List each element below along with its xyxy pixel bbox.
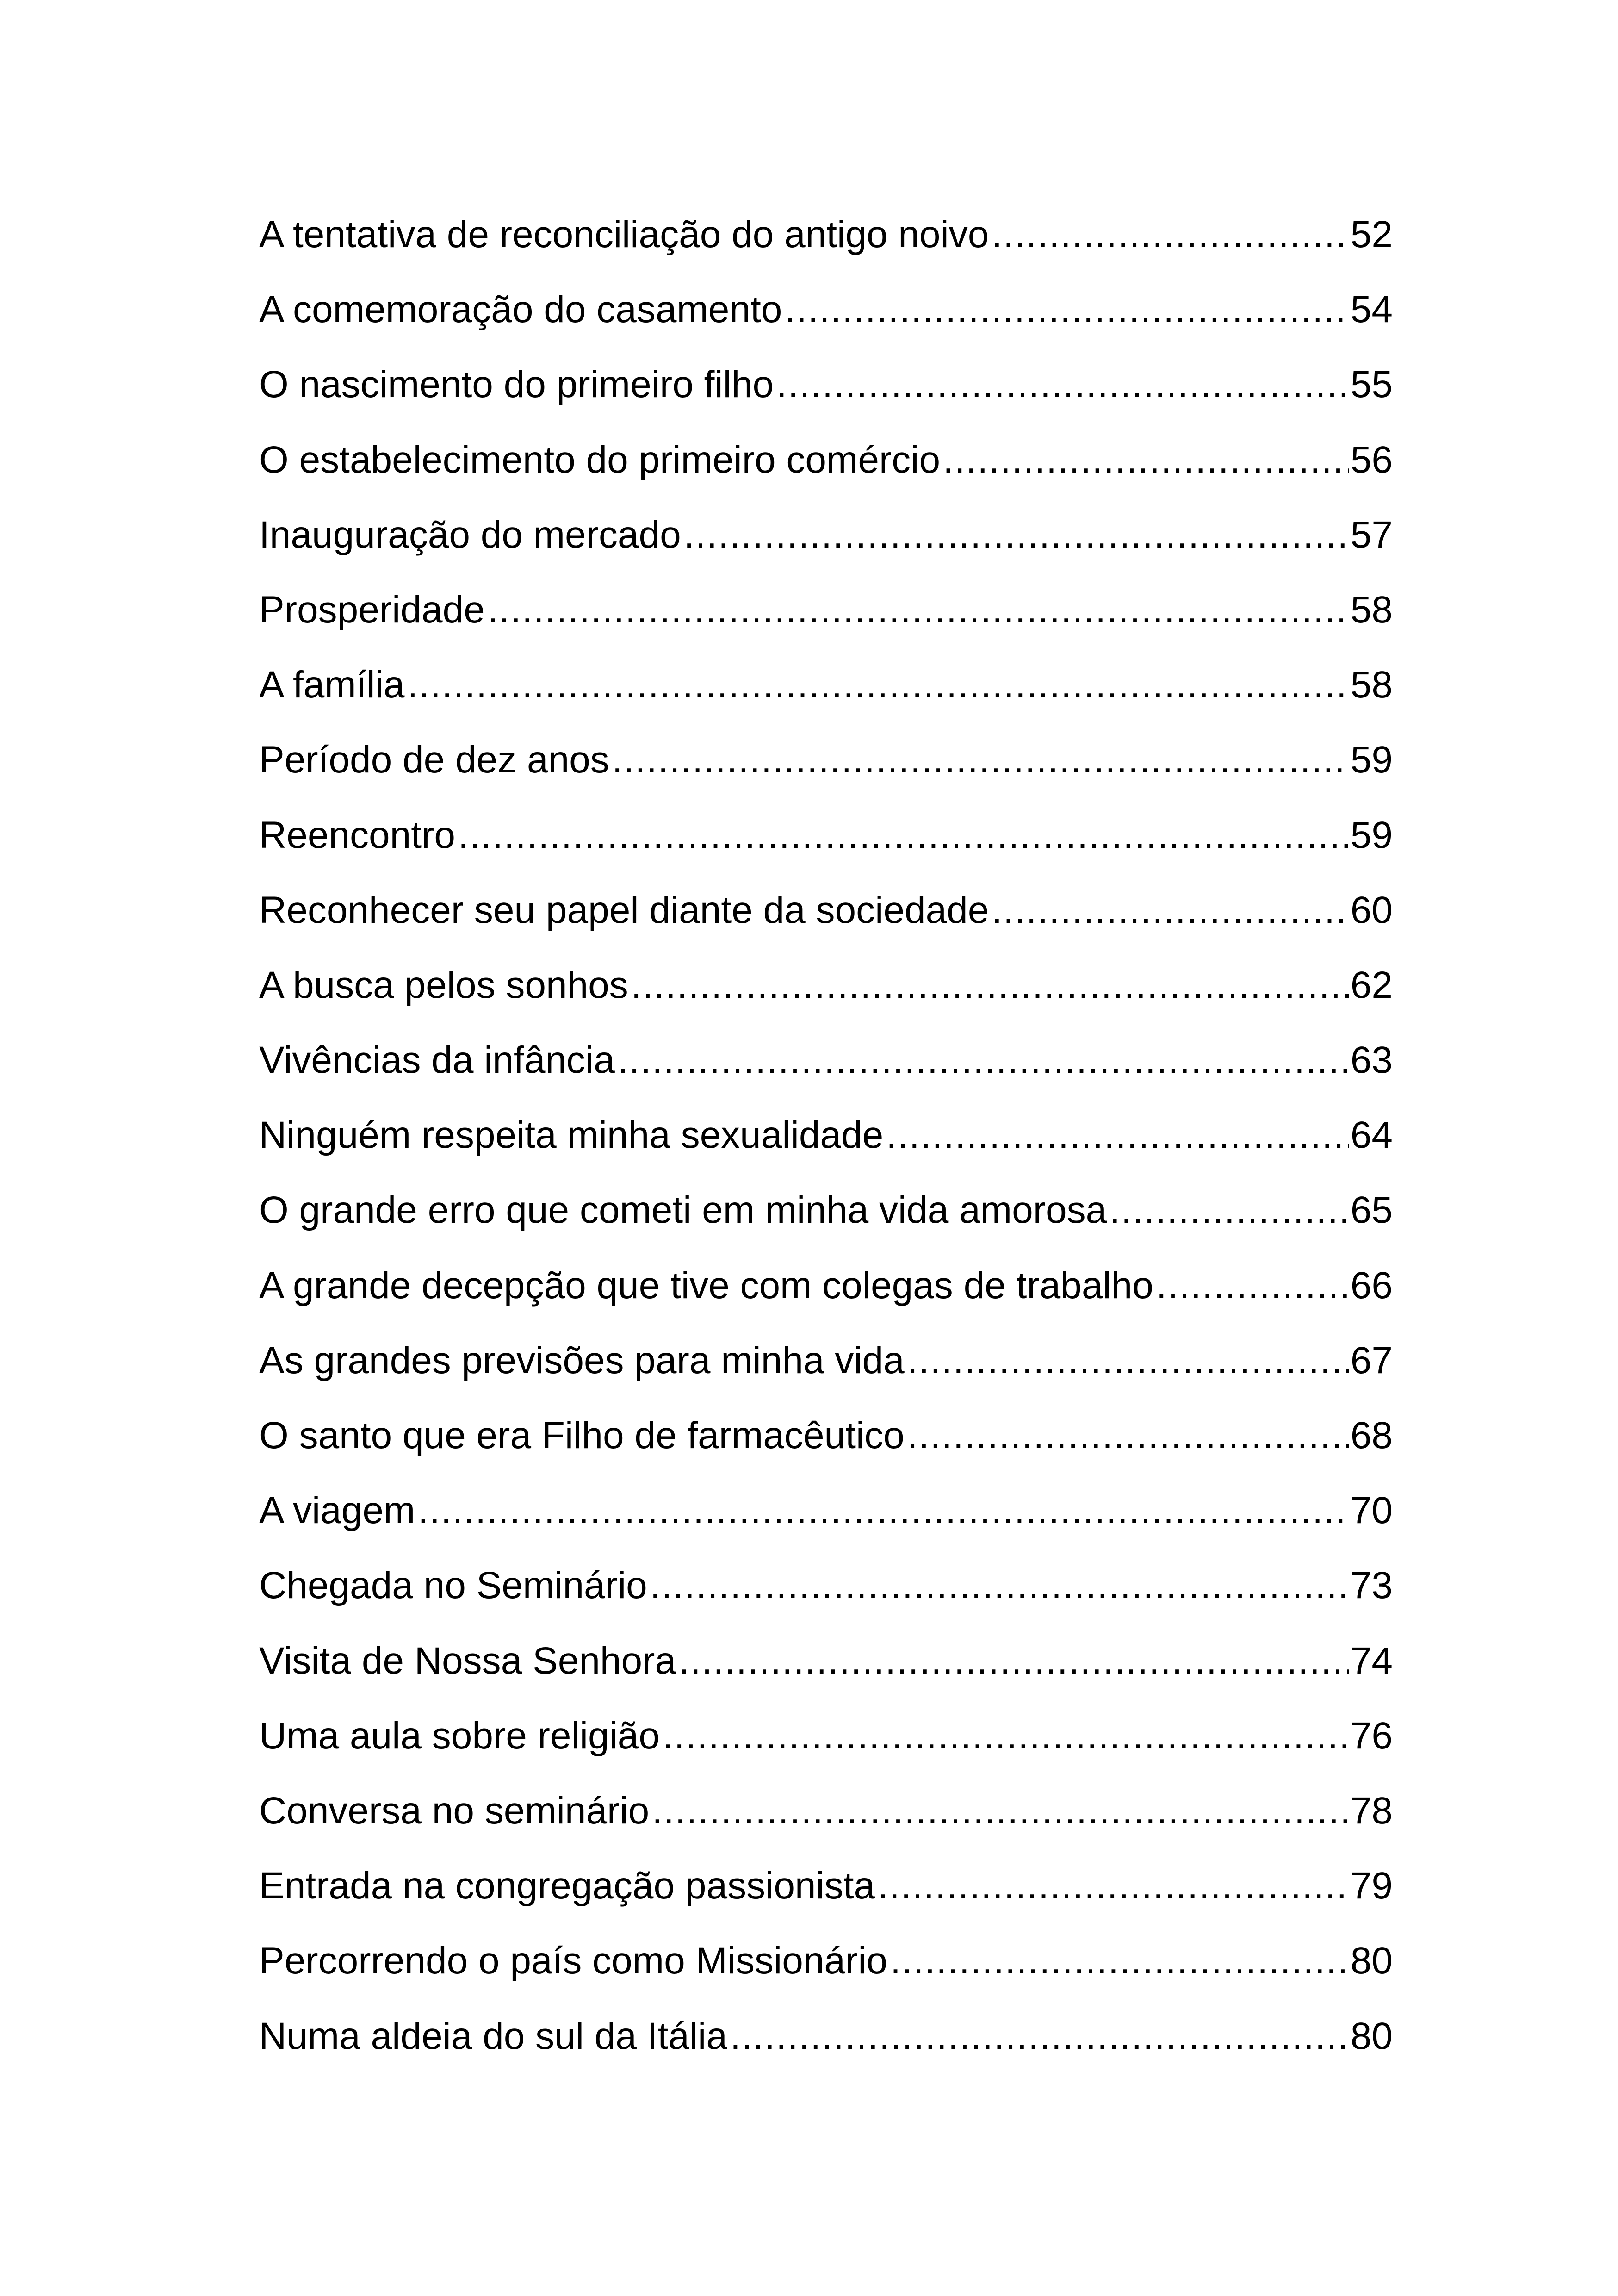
- toc-entry[interactable]: [259, 213, 1393, 288]
- dot-leader: [618, 1039, 1349, 1082]
- dot-leader: [730, 2015, 1349, 2058]
- toc-entry[interactable]: [259, 1864, 1393, 1939]
- toc-entry-title: As grandes previsões para minha vida: [259, 1339, 905, 1381]
- dot-leader: [907, 1339, 1349, 1382]
- toc-entry-title: A comemoração do casamento: [259, 288, 782, 331]
- toc-entry-page-number: 80: [1350, 1940, 1393, 1982]
- toc-entry-title: A tentativa de reconciliação do antigo noivo: [259, 213, 989, 255]
- toc-entry[interactable]: [259, 1188, 1393, 1263]
- dot-leader: [992, 213, 1348, 256]
- toc-entry[interactable]: [259, 288, 1393, 363]
- dot-leader: [886, 1114, 1349, 1157]
- toc-entry-title: Ninguém respeita minha sexualidade: [259, 1114, 884, 1157]
- toc-entry-page-number: 58: [1350, 664, 1393, 706]
- toc-entry-page-number: 70: [1350, 1489, 1393, 1532]
- toc-entry[interactable]: [259, 1489, 1393, 1564]
- toc-entry-page-number: 65: [1350, 1189, 1393, 1232]
- dot-leader: [1110, 1188, 1349, 1232]
- toc-entry-page-number: 68: [1350, 1414, 1393, 1456]
- toc-entry-page-number: 79: [1350, 1865, 1393, 1907]
- dot-leader: [1156, 1264, 1349, 1307]
- toc-entry-page-number: 63: [1350, 1039, 1393, 1082]
- toc-entry[interactable]: [259, 814, 1393, 889]
- toc-entry-page-number: 54: [1350, 288, 1393, 331]
- dot-leader: [785, 288, 1348, 331]
- toc-entry[interactable]: [259, 1714, 1393, 1789]
- dot-leader: [907, 1414, 1349, 1457]
- toc-entry[interactable]: [259, 1264, 1393, 1339]
- dot-leader: [684, 513, 1349, 557]
- dot-leader: [776, 363, 1349, 406]
- dot-leader: [992, 889, 1348, 932]
- toc-entry-page-number: 78: [1350, 1789, 1393, 1832]
- toc-entry-page-number: 52: [1350, 213, 1393, 255]
- toc-entry-page-number: 73: [1350, 1564, 1393, 1607]
- dot-leader: [488, 588, 1349, 632]
- dot-leader: [679, 1639, 1349, 1683]
- toc-entry-page-number: 74: [1350, 1639, 1393, 1682]
- toc-entry[interactable]: [259, 889, 1393, 964]
- toc-entry-title: Conversa no seminário: [259, 1789, 650, 1832]
- dot-leader: [418, 1489, 1348, 1532]
- toc-entry-page-number: 59: [1350, 739, 1393, 781]
- toc-entry-title: Prosperidade: [259, 588, 485, 631]
- toc-entry-title: Entrada na congregação passionista: [259, 1865, 875, 1907]
- toc-entry[interactable]: [259, 738, 1393, 813]
- toc-entry[interactable]: [259, 513, 1393, 588]
- toc-entry-title: O grande erro que cometi em minha vida amorosa: [259, 1189, 1107, 1232]
- toc-entry[interactable]: [259, 1339, 1393, 1414]
- dot-leader: [663, 1714, 1349, 1758]
- toc-entry[interactable]: [259, 438, 1393, 513]
- dot-leader: [878, 1864, 1349, 1908]
- toc-entry-title: Visita de Nossa Senhora: [259, 1639, 676, 1682]
- toc-entry-title: Reencontro: [259, 814, 455, 856]
- toc-entry[interactable]: [259, 363, 1393, 438]
- dot-leader: [652, 1789, 1349, 1833]
- dot-leader: [612, 738, 1349, 782]
- toc-entry[interactable]: [259, 964, 1393, 1039]
- toc-entry-title: Período de dez anos: [259, 739, 609, 781]
- toc-entry-title: O nascimento do primeiro filho: [259, 363, 774, 406]
- toc-entry-page-number: 64: [1350, 1114, 1393, 1157]
- toc-entry-title: Inauguração do mercado: [259, 513, 681, 556]
- toc-entry-title: O estabelecimento do primeiro comércio: [259, 438, 941, 481]
- toc-entry-title: Uma aula sobre religião: [259, 1714, 660, 1757]
- toc-entry[interactable]: [259, 1789, 1393, 1864]
- toc-entry[interactable]: [259, 1114, 1393, 1188]
- toc-entry-page-number: 60: [1350, 889, 1393, 931]
- toc-entry-page-number: 55: [1350, 363, 1393, 406]
- toc-entry-title: O santo que era Filho de farmacêutico: [259, 1414, 905, 1456]
- toc-entry-title: Percorrendo o país como Missionário: [259, 1940, 888, 1982]
- toc-entry[interactable]: [259, 1939, 1393, 2014]
- toc-entry-page-number: 67: [1350, 1339, 1393, 1381]
- toc-entry[interactable]: [259, 1564, 1393, 1639]
- toc-entry-page-number: 57: [1350, 513, 1393, 556]
- dot-leader: [458, 814, 1349, 857]
- toc-entry-title: A família: [259, 664, 405, 706]
- toc-entry-title: A busca pelos sonhos: [259, 964, 628, 1006]
- toc-entry-title: Chegada no Seminário: [259, 1564, 647, 1607]
- dot-leader: [943, 438, 1349, 482]
- dot-leader: [890, 1939, 1349, 1983]
- toc-entry-page-number: 66: [1350, 1264, 1393, 1307]
- table-of-contents: [259, 213, 1393, 2090]
- toc-entry-title: A grande decepção que tive com colegas de trabalho: [259, 1264, 1153, 1307]
- toc-entry[interactable]: [259, 1039, 1393, 1114]
- toc-entry-title: Reconhecer seu papel diante da sociedade: [259, 889, 989, 931]
- toc-entry[interactable]: [259, 588, 1393, 663]
- toc-entry[interactable]: [259, 1414, 1393, 1489]
- dot-leader: [650, 1564, 1349, 1607]
- toc-entry-page-number: 76: [1350, 1714, 1393, 1757]
- toc-entry-page-number: 58: [1350, 588, 1393, 631]
- dot-leader: [407, 663, 1348, 707]
- dot-leader: [631, 964, 1349, 1007]
- toc-entry-page-number: 80: [1350, 2015, 1393, 2057]
- toc-entry-title: A viagem: [259, 1489, 415, 1532]
- toc-entry[interactable]: [259, 2015, 1393, 2090]
- toc-entry-title: Numa aldeia do sul da Itália: [259, 2015, 727, 2057]
- toc-entry-page-number: 59: [1350, 814, 1393, 856]
- toc-entry-page-number: 62: [1350, 964, 1393, 1006]
- toc-entry[interactable]: [259, 663, 1393, 738]
- toc-entry-title: Vivências da infância: [259, 1039, 615, 1082]
- toc-entry[interactable]: [259, 1639, 1393, 1714]
- toc-entry-page-number: 56: [1350, 438, 1393, 481]
